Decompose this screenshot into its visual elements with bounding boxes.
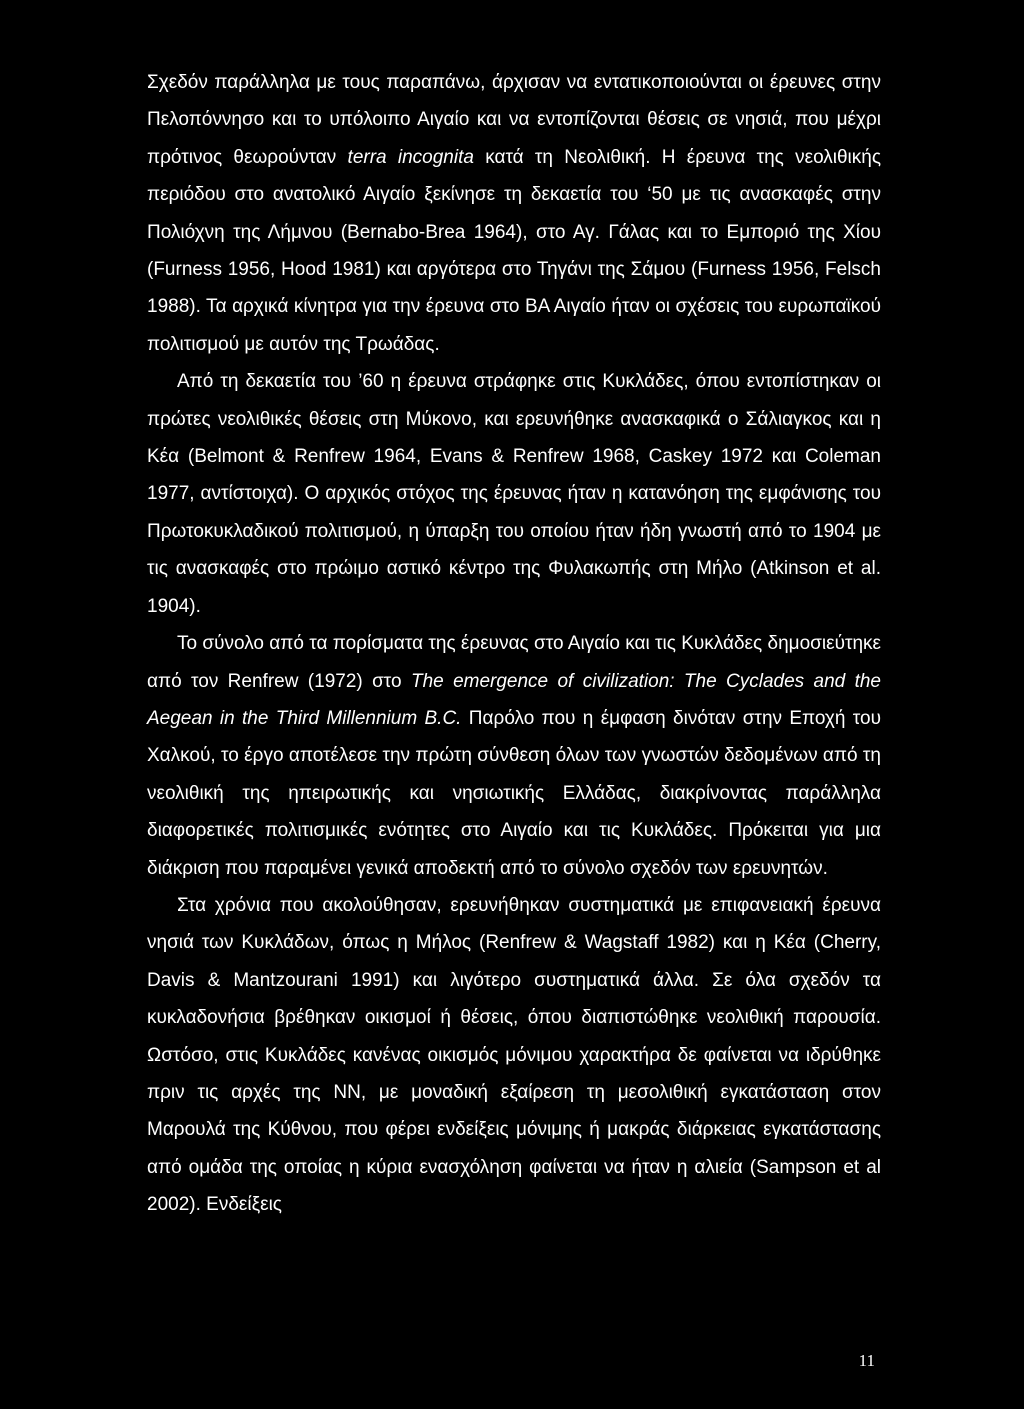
paragraph-3: Το σύνολο από τα πορίσματα της έρευνας στο Αιγαίο και τις Κυκλάδες δημοσιεύτηκε από τον Renfrew (1972) στο The emergence of civilization: The Cyclades and the Aegean in the Third Millennium B.C. Παρόλο που η έμφαση δινόταν στην Εποχή του Χαλκού, το έργο αποτέλεσε την πρώτη σύνθεση όλων των γνωστών δεδομένων από τη νεολιθική της ηπειρωτικής και νησιωτικής Ελλάδας, διακρίνοντας παράλληλα διαφορετικές πολιτισμικές ενότητες στο Αιγαίο και τις Κυκλάδες. Πρόκειται για μια διάκριση που παραμένει γενικά αποδεκτή από το σύνολο σχεδόν των ερευνητών.	[147, 633, 881, 879]
page-number: 11	[858, 1351, 875, 1370]
paragraph-1: Σχεδόν παράλληλα με τους παραπάνω, άρχισαν να εντατικοποιούνται οι έρευνες στην Πελοπόννησο και το υπόλοιπο Αιγαίο και να εντοπίζονται θέσεις σε νησιά, που μέχρι πρότινος θεωρούνταν terra incognita κατά τη Νεολιθική. Η έρευνα της νεολιθικής περιόδου στο ανατολικό Αιγαίο ξεκίνησε τη δεκαετία του ‘50 με τις ανασκαφές στην Πολιόχνη της Λήμνου (Bernabo-Brea 1964), στο Αγ. Γάλας και το Εμποριό της Χίου (Furness 1956, Hood 1981) και αργότερα στο Τηγάνι της Σάμου (Furness 1956, Felsch 1988). Τα αρχικά κίνητρα για την έρευνα στο ΒΑ Αιγαίο ήταν οι σχέσεις του ευρωπαϊκού πολιτισμού με αυτόν της Τρωάδας.	[147, 72, 882, 355]
body-text	[147, 64, 881, 1224]
paragraph-4: Στα χρόνια που ακολούθησαν, ερευνήθηκαν συστηματικά με επιφανειακή έρευνα νησιά των Κυκλάδων, όπως η Μήλος (Renfrew & Wagstaff 1982) και η Κέα (Cherry, Davis & Mantzourani 1991) και λιγότερο συστηματικά άλλα. Σε όλα σχεδόν τα κυκλαδονήσια βρέθηκαν οικισμοί ή θέσεις, όπου διαπιστώθηκε νεολιθική παρουσία. Ωστόσο, στις Κυκλάδες κανένας οικισμός μόνιμου χαρακτήρα δε φαίνεται να ιδρύθηκε πριν τις αρχές της ΝΝ, με μοναδική εξαίρεση τη μεσολιθική εγκατάσταση στον Μαρουλά της Κύθνου, που φέρει ενδείξεις μόνιμης ή μακράς διάρκειας εγκατάστασης από ομάδα της οποίας η κύρια ενασχόληση φαίνεται να ήταν η αλιεία (Sampson et al 2002). Ενδείξεις	[147, 894, 881, 1216]
paragraph-2: Από τη δεκαετία του ’60 η έρευνα στράφηκε στις Κυκλάδες, όπου εντοπίστηκαν οι πρώτες νεολιθικές θέσεις στη Μύκονο, και ερευνήθηκε ανασκαφικά ο Σάλιαγκος και η Κέα (Belmont & Renfrew 1964, Evans & Renfrew 1968, Caskey 1972 και Coleman 1977, αντίστοιχα). Ο αρχικός στόχος της έρευνας ήταν η κατανόηση της εμφάνισης του Πρωτοκυκλαδικού πολιτισμού, η ύπαρξη του οποίου ήταν ήδη γνωστή από το 1904 με τις ανασκαφές στο πρώιμο αστικό κέντρο της Φυλακωπής στη Μήλο (Atkinson et al. 1904).	[147, 371, 881, 617]
